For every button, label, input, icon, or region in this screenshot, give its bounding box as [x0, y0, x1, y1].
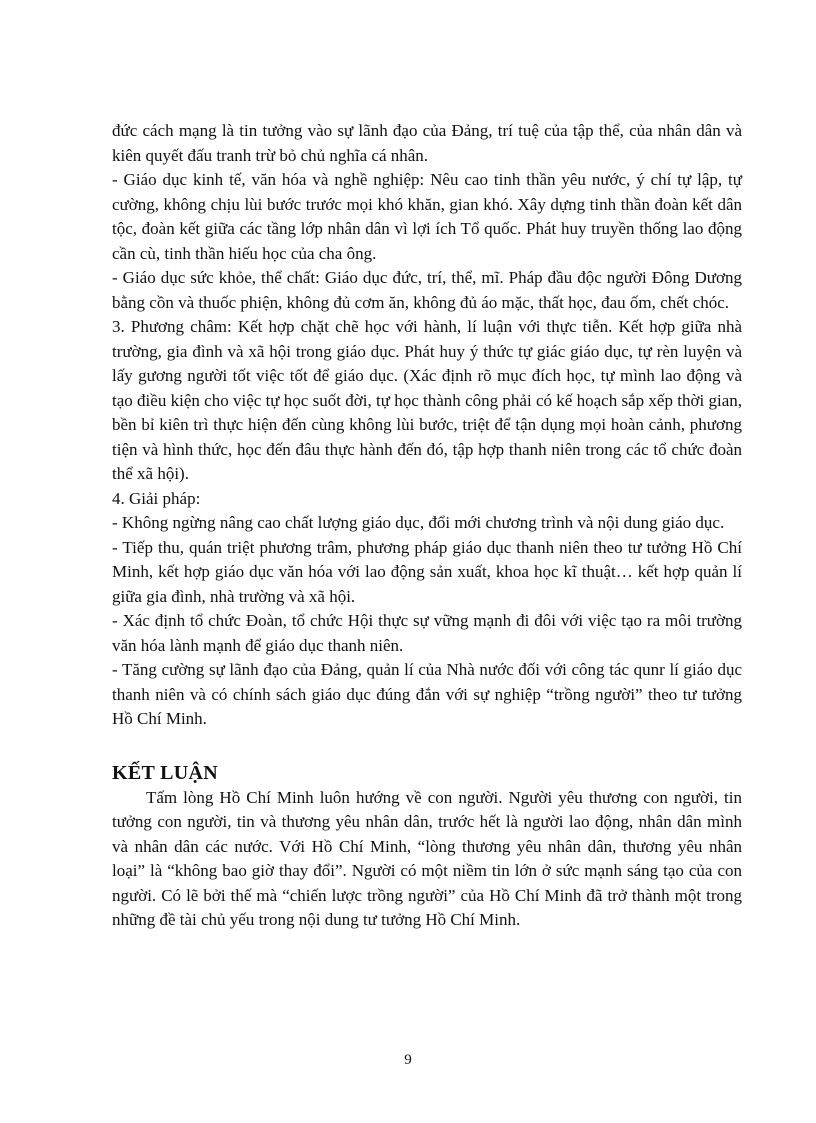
document-page: [112, 119, 742, 933]
conclusion-heading: KẾT LUẬN: [112, 761, 218, 784]
paragraph-moral-education-end: đức cách mạng là tin tưởng vào sự lãnh đạo của Đảng, trí tuệ của tập thể, của nhân dân và kiên quyết đấu tranh trừ bỏ chủ nghĩa cá nhân.: [112, 121, 742, 165]
conclusion-paragraph: Tấm lòng Hồ Chí Minh luôn hướng về con người. Người yêu thương con người, tin tưởng con người, tin và thương yêu nhân dân, trước hết là người lao động, nhân dân mình và nhân dân các nước. Với Hồ Chí Minh, “lòng thương yêu nhân dân, thương yêu nhân loại” là “không bao giờ thay đổi”. Người có một niềm tin lớn ở sức mạnh sáng tạo của con người. Có lẽ bởi thế mà “chiến lược trồng người” của Hồ Chí Minh đã trở thành một trong những đề tài chủ yếu trong nội dung tư tưởng Hồ Chí Minh.: [112, 787, 742, 929]
paragraph-guiding-principles: 3. Phương châm: Kết hợp chặt chẽ học với hành, lí luận với thực tiễn. Kết hợp giữa nhà trường, gia đình và xã hội trong giáo dục. Phát huy ý thức tự giác giáo dục, tự rèn luyện và lấy gương người tốt việc tốt để giáo dục. (Xác định rõ mục đích học, tự mình lao động và tạo điều kiện cho việc tự học suốt đời, tự học thành công phải có kế hoạch sắp xếp thời gian, bền bỉ kiên trì thực hiện đến cùng không lùi bước, triệt để tận dụng mọi hoàn cảnh, phương tiện và hình thức, học đến đâu thực hành đến đó, tập hợp thanh niên trong các tổ chức đoàn thể xã hội).: [112, 317, 742, 483]
paragraph-solution-methods: - Tiếp thu, quán triệt phương trâm, phương pháp giáo dục thanh niên theo tư tưởng Hồ Chí Minh, kết hợp giáo dục văn hóa với lao động sản xuất, khoa học kĩ thuật… kết hợp quản lí giữa gia đình, nhà trường và xã hội.: [112, 537, 742, 606]
page-number: 9: [404, 1052, 412, 1068]
paragraph-solution-leadership: - Tăng cường sự lãnh đạo của Đảng, quản lí của Nhà nước đối với công tác qunr lí giáo dục thanh niên và có chính sách giáo dục đúng đắn với sự nghiệp “trồng người” theo tư tưởng Hồ Chí Minh.: [112, 660, 742, 728]
paragraph-solution-organization: - Xác định tổ chức Đoàn, tổ chức Hội thực sự vững mạnh đi đôi với việc tạo ra môi trường văn hóa lành mạnh để giáo dục thanh niên.: [112, 611, 742, 655]
paragraph-economic-cultural-education: - Giáo dục kinh tế, văn hóa và nghề nghiệp: Nêu cao tinh thần yêu nước, ý chí tự lập, tự cường, không chịu lùi bước trước mọi khó khăn, gian khó. Xây dựng tinh thần đoàn kết dân tộc, đoàn kết giữa các tầng lớp nhân dân vì lợi ích Tổ quốc. Phát huy truyền thống lao động cần cù, tinh thần hiếu học của cha ông.: [112, 170, 742, 263]
paragraph-health-education: - Giáo dục sức khỏe, thể chất: Giáo dục đức, trí, thể, mĩ. Pháp đầu độc người Đông Dương bằng cồn và thuốc phiện, không đủ cơm ăn, không đủ áo mặc, thất học, đau ốm, chết chóc.: [112, 268, 742, 312]
paragraph-solutions-heading: 4. Giải pháp:: [112, 488, 201, 508]
paragraph-solution-quality: - Không ngừng nâng cao chất lượng giáo dục, đổi mới chương trình và nội dung giáo dục.: [112, 513, 725, 532]
